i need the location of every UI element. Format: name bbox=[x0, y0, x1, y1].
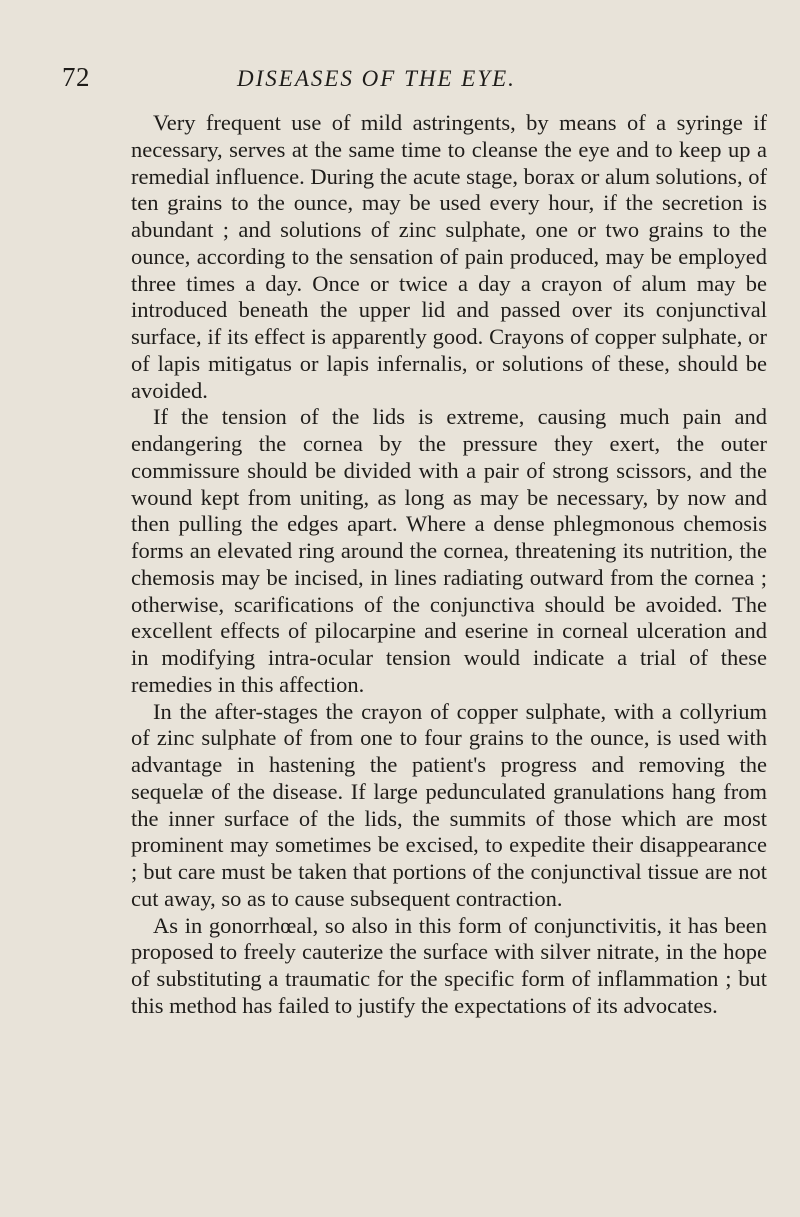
body-text bbox=[131, 110, 767, 1020]
page-number: 72 bbox=[62, 62, 90, 92]
paragraph-1: Very frequent use of mild astringents, by means of a syringe if necessary, serves at the same time to cleanse the eye and to keep up a remedial influence. During the acute stage, borax or alum solutions, of ten grains to the ounce, may be used every hour, if the secretion is abundant ; and solutions of zinc sulphate, one or two grains to the ounce, according to the sensation of pain produced, may be employed three times a day. Once or twice a day a crayon of alum may be introduced beneath the upper lid and passed over its conjunctival surface, if its effect is apparently good. Crayons of copper sulphate, or of lapis mitigatus or lapis infernalis, or solutions of these, should be avoided. bbox=[131, 110, 767, 403]
paragraph-3: In the after-stages the crayon of copper sulphate, with a collyrium of zinc sulphate of from one to four grains to the ounce, is used with advantage in hastening the patient's progress and removing the sequelæ of the disease. If large pedunculated granulations hang from the inner surface of the lids, the summits of those which are most prominent may sometimes be excised, to expedite their disappearance ; but care must be taken that portions of the conjunctival tissue are not cut away, so as to cause subsequent contraction. bbox=[131, 698, 767, 911]
paragraph-4: As in gonorrhœal, so also in this form of conjunctivitis, it has been proposed to freely cauterize the surface with silver nitrate, in the hope of substituting a traumatic for the specific form of inflammation ; but this method has failed to justify the expectations of its advocates. bbox=[131, 912, 767, 1018]
running-title: DISEASES OF THE EYE. bbox=[237, 66, 516, 91]
page-header bbox=[62, 62, 762, 92]
paragraph-2: If the tension of the lids is extreme, causing much pain and endangering the cornea by the pressure they exert, the outer commissure should be divided with a pair of strong scissors, and the wound kept from uniting, as long as may be necessary, by now and then pulling the edges apart. Where a dense phlegmonous chemosis forms an elevated ring around the cornea, threatening its nutrition, the chemosis may be incised, in lines radiating outward from the cornea ; otherwise, scarifications of the conjunctiva should be avoided. The excellent effects of pilocarpine and eserine in corneal ulceration and in modifying intra-ocular tension would indicate a trial of these remedies in this affection. bbox=[131, 404, 767, 697]
